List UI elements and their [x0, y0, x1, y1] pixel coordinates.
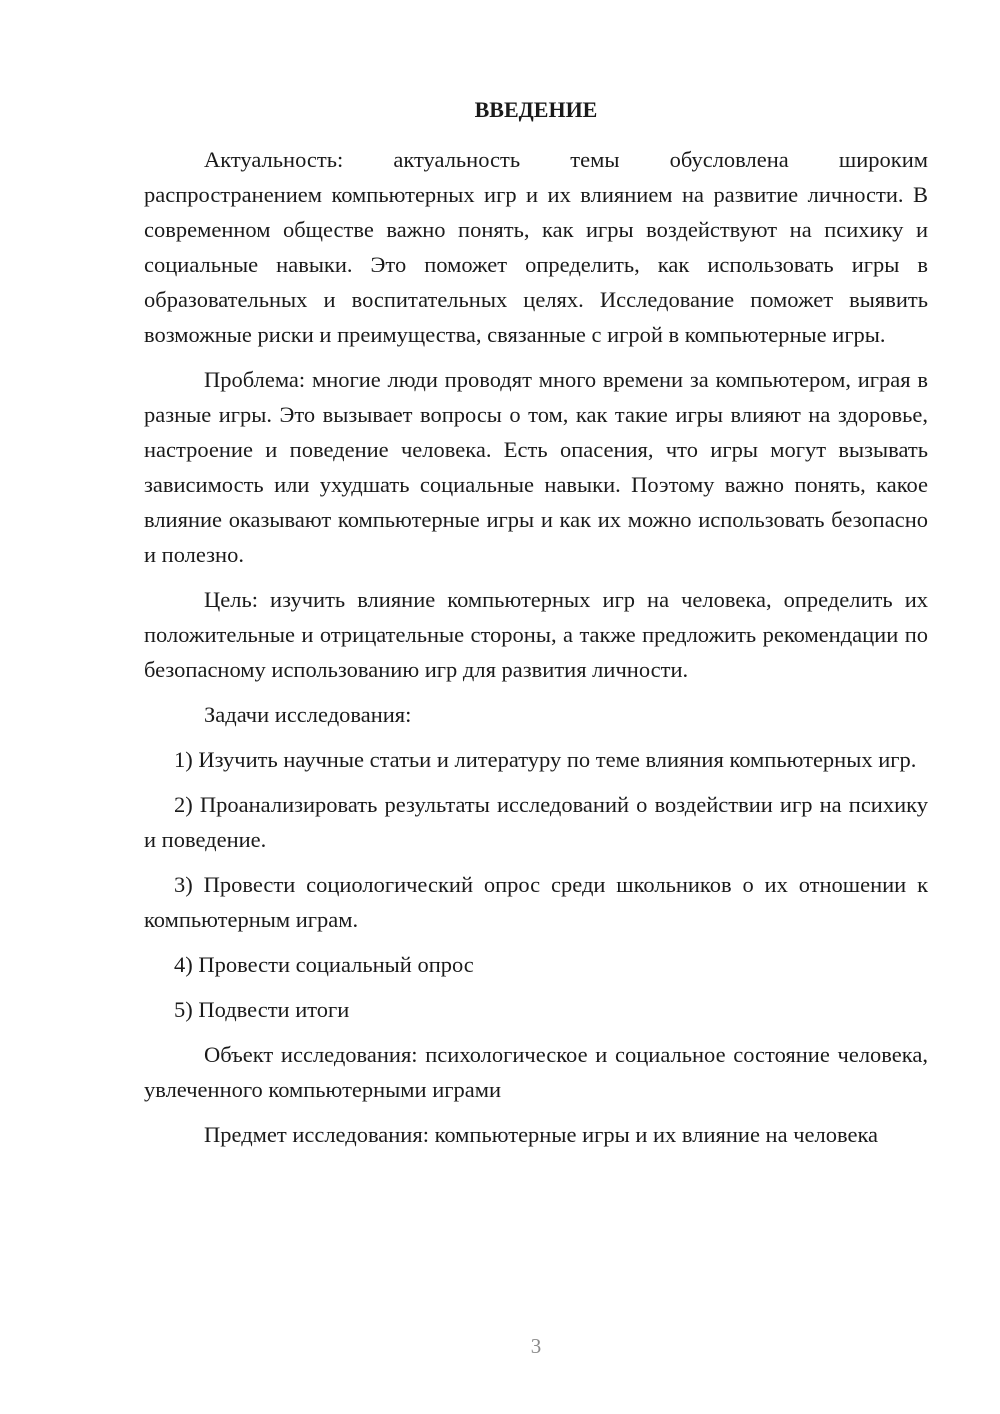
- problem-paragraph: Проблема: многие люди проводят много времени за компьютером, играя в разные игры. Это вызывает вопросы о том, как такие игры влияют на здоровье, настроение и поведение человека. Есть опасения, что игры могут вызывать зависимость или ухудшать социальные навыки. Поэтому важно понять, какое влияние оказывают компьютерные игры и как их можно использовать безопасно и полезно.: [144, 367, 928, 567]
- task-item-3: 3) Провести социологический опрос среди школьников о их отношении к компьютерным играм.: [144, 872, 928, 932]
- goal-paragraph: Цель: изучить влияние компьютерных игр на человека, определить их положительные и отрицательные стороны, а также предложить рекомендации по безопасному использованию игр для развития личности.: [144, 587, 928, 682]
- task-item-2: 2) Проанализировать результаты исследований о воздействии игр на психику и поведение.: [144, 792, 928, 852]
- object-paragraph: Объект исследования: психологическое и социальное состояние человека, увлеченного компьютерными играми: [144, 1042, 928, 1102]
- page-number: 3: [530, 1334, 542, 1358]
- task-item-5: 5) Подвести итоги: [174, 997, 350, 1022]
- page-title: ВВЕДЕНИЕ: [474, 97, 598, 122]
- tasks-heading: Задачи исследования:: [204, 702, 412, 727]
- subject-paragraph: Предмет исследования: компьютерные игры и их влияние на человека: [204, 1122, 879, 1147]
- page-content: [144, 95, 928, 1162]
- task-item-1: 1) Изучить научные статьи и литературу по теме влияния компьютерных игр.: [174, 747, 917, 772]
- task-item-4: 4) Провести социальный опрос: [174, 952, 474, 977]
- relevance-paragraph: Актуальность: актуальность темы обусловлена широким распространением компьютерных игр и их влиянием на развитие личности. В современном обществе важно понять, как игры воздействуют на психику и социальные навыки. Это поможет определить, как использовать игры в образовательных и воспитательных целях. Исследование поможет выявить возможные риски и преимущества, связанные с игрой в компьютерные игры.: [144, 147, 928, 347]
